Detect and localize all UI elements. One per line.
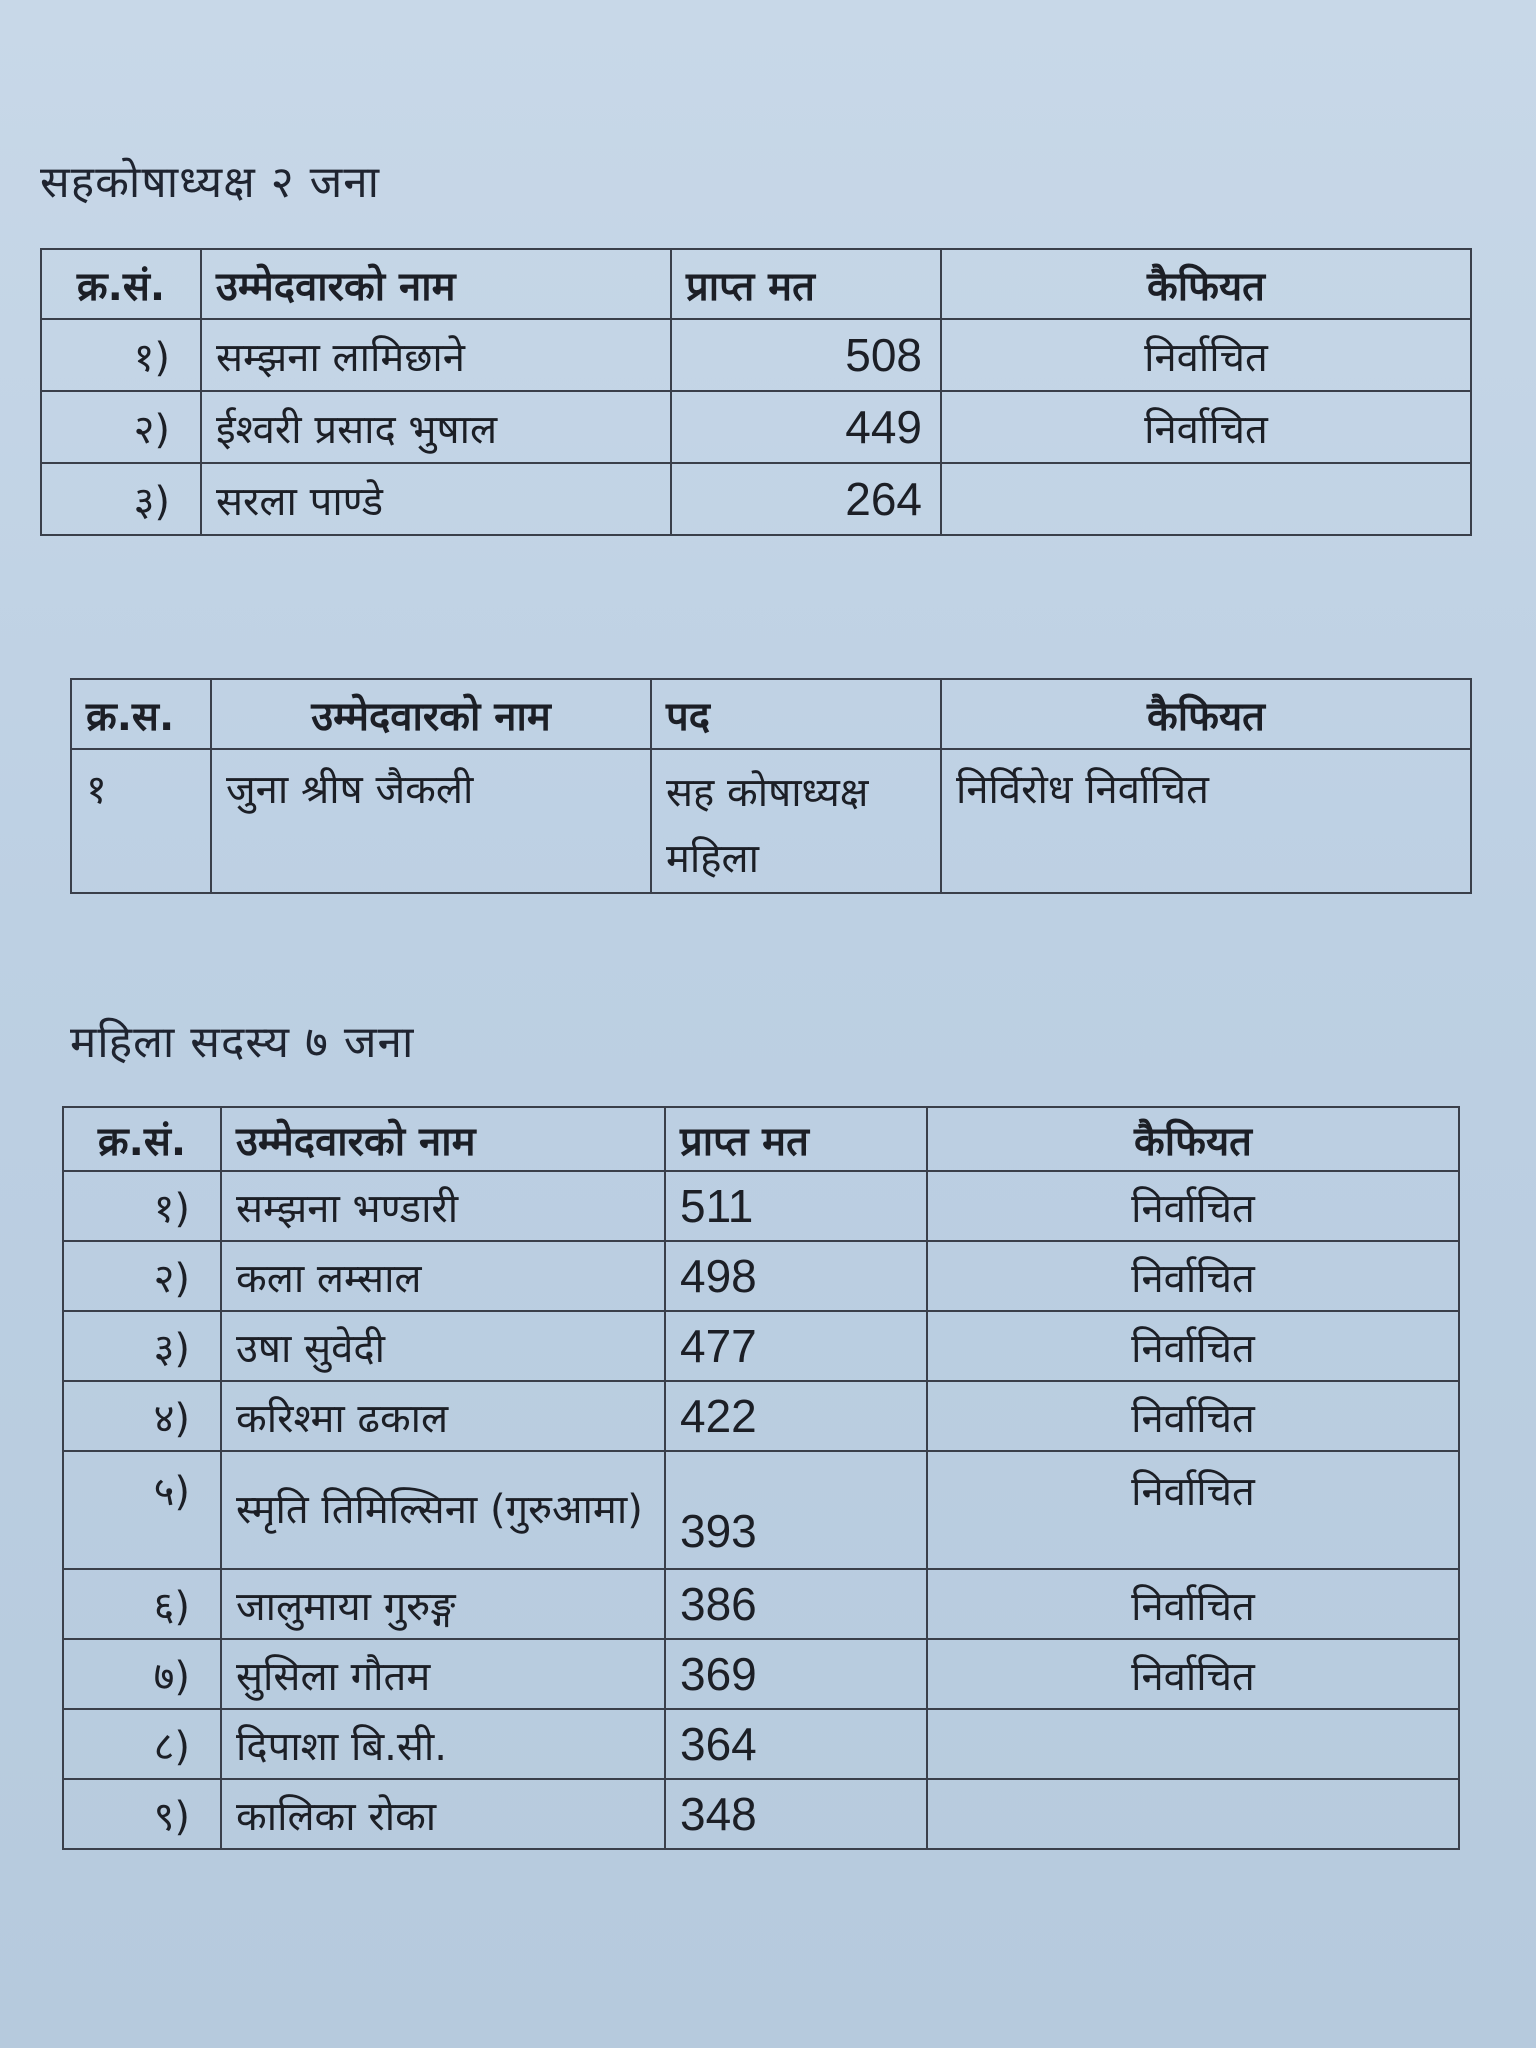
serial-cell: ४) bbox=[63, 1381, 221, 1451]
serial-cell: ७) bbox=[63, 1639, 221, 1709]
name-cell: जालुमाया गुरुङ्ग bbox=[221, 1569, 665, 1639]
unopposed-results-table bbox=[70, 678, 1472, 894]
header-candidate-name: उम्मेदवारको नाम bbox=[221, 1107, 665, 1171]
serial-cell: १) bbox=[63, 1171, 221, 1241]
serial-cell: २) bbox=[41, 391, 201, 463]
table-row bbox=[63, 1639, 1459, 1709]
remark-cell bbox=[927, 1709, 1459, 1779]
table-row bbox=[63, 1381, 1459, 1451]
table-header-row bbox=[71, 679, 1471, 749]
name-cell: सम्झना लामिछाने bbox=[201, 319, 671, 391]
remark-cell: निर्वाचित bbox=[941, 319, 1471, 391]
votes-cell: 511 bbox=[665, 1171, 927, 1241]
table-row bbox=[63, 1569, 1459, 1639]
votes-cell: 386 bbox=[665, 1569, 927, 1639]
serial-cell: ३) bbox=[41, 463, 201, 535]
name-cell: ईश्वरी प्रसाद भुषाल bbox=[201, 391, 671, 463]
name-cell: सरला पाण्डे bbox=[201, 463, 671, 535]
remark-cell: निर्वाचित bbox=[927, 1451, 1459, 1569]
serial-cell: २) bbox=[63, 1241, 221, 1311]
table-header-row bbox=[41, 249, 1471, 319]
section1-heading: सहकोषाध्यक्ष २ जना bbox=[40, 157, 381, 208]
table-row bbox=[41, 319, 1471, 391]
name-cell: सुसिला गौतम bbox=[221, 1639, 665, 1709]
header-serial: क्र.स. bbox=[71, 679, 211, 749]
serial-cell: ९) bbox=[63, 1779, 221, 1849]
votes-cell: 348 bbox=[665, 1779, 927, 1849]
name-cell: सम्झना भण्डारी bbox=[221, 1171, 665, 1241]
post-cell: सह कोषाध्यक्ष महिला bbox=[651, 749, 941, 893]
serial-cell: १ bbox=[71, 749, 211, 893]
serial-cell: ६) bbox=[63, 1569, 221, 1639]
header-post: पद bbox=[651, 679, 941, 749]
name-cell: करिश्मा ढकाल bbox=[221, 1381, 665, 1451]
table-row bbox=[63, 1451, 1459, 1569]
name-cell: कला लम्साल bbox=[221, 1241, 665, 1311]
name-cell: दिपाशा बि.सी. bbox=[221, 1709, 665, 1779]
header-candidate-name: उम्मेदवारको नाम bbox=[201, 249, 671, 319]
header-votes: प्राप्त मत bbox=[671, 249, 941, 319]
table-header-row bbox=[63, 1107, 1459, 1171]
header-serial: क्र.सं. bbox=[63, 1107, 221, 1171]
votes-cell: 264 bbox=[671, 463, 941, 535]
header-candidate-name: उम्मेदवारको नाम bbox=[211, 679, 651, 749]
serial-cell: ५) bbox=[63, 1451, 221, 1569]
table-row bbox=[63, 1779, 1459, 1849]
remark-cell: निर्वाचित bbox=[941, 391, 1471, 463]
table-row bbox=[63, 1171, 1459, 1241]
co-treasurer-results-table bbox=[40, 248, 1472, 536]
women-members-results-table bbox=[62, 1106, 1460, 1850]
votes-cell: 508 bbox=[671, 319, 941, 391]
votes-cell: 449 bbox=[671, 391, 941, 463]
remark-cell bbox=[927, 1779, 1459, 1849]
table-row bbox=[63, 1709, 1459, 1779]
name-cell: जुना श्रीष जैकली bbox=[211, 749, 651, 893]
remark-cell: निर्वाचित bbox=[927, 1171, 1459, 1241]
remark-cell: निर्वाचित bbox=[927, 1569, 1459, 1639]
votes-cell: 422 bbox=[665, 1381, 927, 1451]
remark-cell: निर्वाचित bbox=[927, 1241, 1459, 1311]
votes-cell: 393 bbox=[665, 1451, 927, 1569]
remark-cell: निर्विरोध निर्वाचित bbox=[941, 749, 1471, 893]
header-votes: प्राप्त मत bbox=[665, 1107, 927, 1171]
serial-cell: १) bbox=[41, 319, 201, 391]
votes-cell: 477 bbox=[665, 1311, 927, 1381]
table-row bbox=[41, 391, 1471, 463]
header-remarks: कैफियत bbox=[941, 679, 1471, 749]
name-cell: कालिका रोका bbox=[221, 1779, 665, 1849]
section3-heading: महिला सदस्य ७ जना bbox=[70, 1017, 415, 1068]
serial-cell: ३) bbox=[63, 1311, 221, 1381]
table-row bbox=[41, 463, 1471, 535]
votes-cell: 498 bbox=[665, 1241, 927, 1311]
serial-cell: ८) bbox=[63, 1709, 221, 1779]
header-remarks: कैफियत bbox=[941, 249, 1471, 319]
header-remarks: कैफियत bbox=[927, 1107, 1459, 1171]
table-row bbox=[71, 749, 1471, 893]
name-cell: स्मृति तिमिल्सिना (गुरुआमा) bbox=[221, 1451, 665, 1569]
remark-cell: निर्वाचित bbox=[927, 1639, 1459, 1709]
header-serial: क्र.सं. bbox=[41, 249, 201, 319]
votes-cell: 369 bbox=[665, 1639, 927, 1709]
table-row bbox=[63, 1311, 1459, 1381]
remark-cell: निर्वाचित bbox=[927, 1311, 1459, 1381]
table-row bbox=[63, 1241, 1459, 1311]
remark-cell bbox=[941, 463, 1471, 535]
name-cell: उषा सुवेदी bbox=[221, 1311, 665, 1381]
remark-cell: निर्वाचित bbox=[927, 1381, 1459, 1451]
votes-cell: 364 bbox=[665, 1709, 927, 1779]
